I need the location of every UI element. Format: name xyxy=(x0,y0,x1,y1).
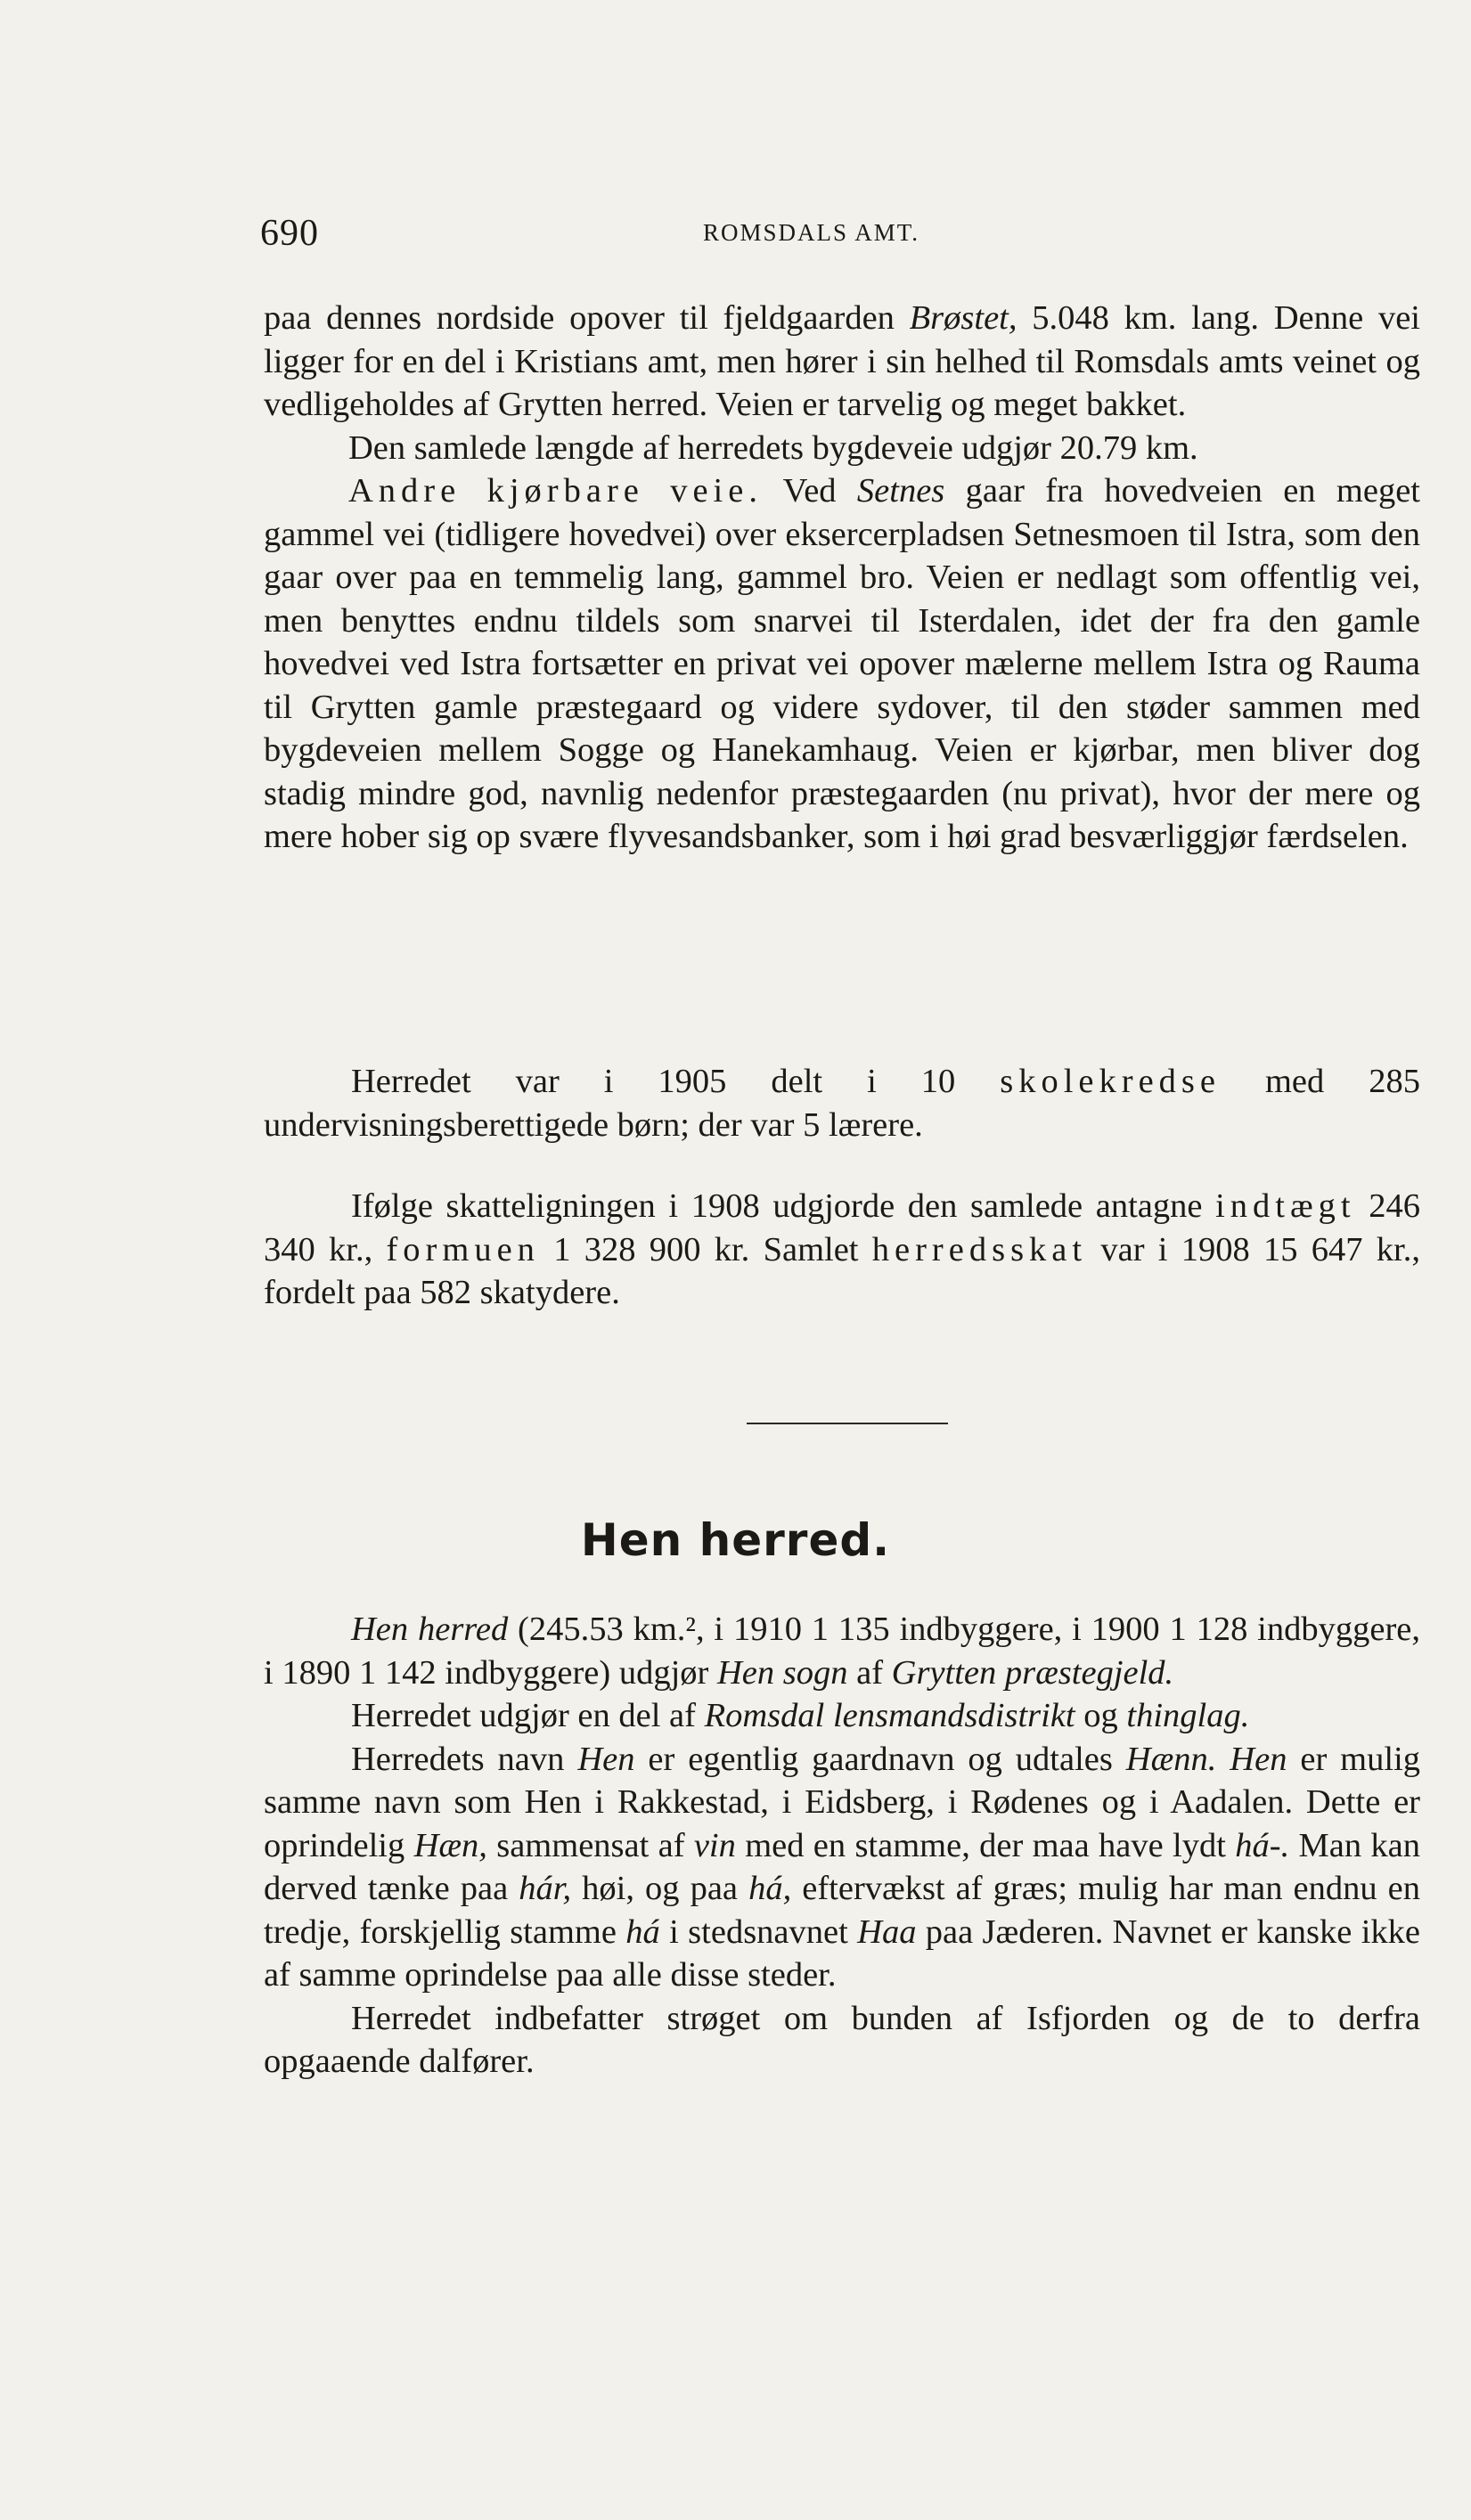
section-divider xyxy=(747,1423,948,1424)
body-text-top xyxy=(264,297,1420,859)
paragraph-schools: Herredet var i 1905 delt i 10 skolekredse med 285 undervisningsberettigede børn; der var 5 lærere. xyxy=(264,1063,1420,1144)
paragraph-hen-extent: Herredet indbefatter strøget om bunden af Isfjorden og de to derfra opgaaende dalfører. xyxy=(264,1999,1420,2080)
paragraph-hen-intro: Hen herred (245.53 km.², i 1910 1 135 indbyggere, i 1900 1 128 indbyggere, i 1890 1 142 indbyggere) udgjør Hen sogn af Grytten præstegjeld. xyxy=(264,1611,1420,1692)
body-text-schools xyxy=(264,1060,1420,1146)
paragraph-other-roads: Andre kjørbare veie. Ved Setnes gaar fra hovedveien en meget gammel vei (tidligere hovedvei) over eksercerpladsen Setnesmoen til Istra, som den gaar over paa en temmelig lang, gammel bro. Veien er nedlagt som offentlig vei, men benyttes endnu tildels som snarvei til Isterdalen, idet der fra den gamle hovedvei ved Istra fortsætter en privat vei opover mælerne mellem Istra og Rauma til Grytten gamle præstegaard og videre sydover, til den støder sammen med bygdeveien mellem Sogge og Hanekamhaug. Veien er kjørbar, men bliver dog stadig mindre god, navnlig nedenfor præstegaarden (nu privat), hvor der mere og mere hober sig op svære flyvesandsbanker, som i høi grad besværliggjør færdselen. xyxy=(264,472,1420,855)
paragraph-road-length: Den samlede længde af herredets bygdeveie udgjør 20.79 km. xyxy=(348,428,1198,467)
page-header xyxy=(260,212,1418,257)
paragraph-taxes: Ifølge skatteligningen i 1908 udgjorde den samlede antagne indtægt 246 340 kr., formuen 1 328 900 kr. Samlet herredsskat var i 1908 15 647 kr., fordelt paa 582 skatydere. xyxy=(264,1187,1420,1311)
body-text-hen xyxy=(264,1608,1420,2084)
paragraph-hen-name: Herredets navn Hen er egentlig gaardnavn og udtales Hænn. Hen er mulig samme navn som Hen i Rakkestad, i Eidsberg, i Rødenes og i Aadalen. Dette er oprindelig Hæn, sammensat af vin med en stamme, der maa have lydt há-. Man kan derved tænke paa hár, høi, og paa há, eftervækst af græs; mulig har man endnu en tredje, forskjellig stamme há i stedsnavnet Haa paa Jæderen. Navnet er kanske ikke af samme oprindelse paa alle disse steder. xyxy=(264,1740,1421,1994)
running-head: ROMSDALS AMT. xyxy=(703,219,920,246)
page-number: 690 xyxy=(260,213,319,254)
paragraph-road-brostet: paa dennes nordside opover til fjeldgaarden Brøstet, 5.048 km. lang. Denne vei ligger for en del i Kristians amt, men hører i sin helhed til Romsdals amts veinet og vedligeholdes af Grytten herred. Veien er tarvelig og meget bakket. xyxy=(264,299,1420,423)
body-text-taxes xyxy=(264,1185,1420,1315)
paragraph-hen-district: Herredet udgjør en del af Romsdal lensmandsdistrikt og thinglag. xyxy=(351,1697,1250,1734)
section-heading: Hen herred. xyxy=(580,1514,891,1566)
